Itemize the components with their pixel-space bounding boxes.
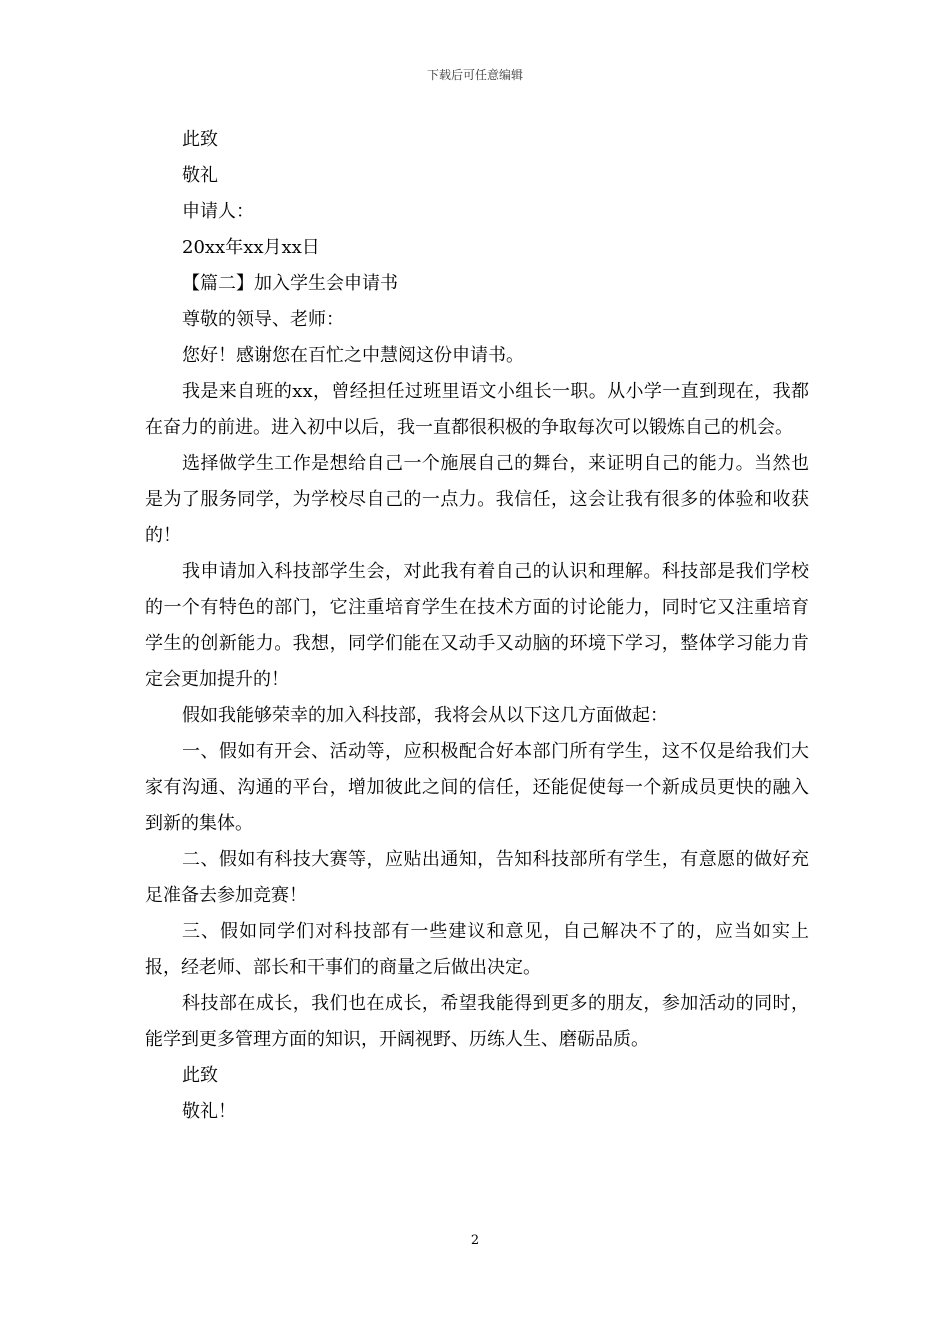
salutation: 尊敬的领导、老师： xyxy=(182,309,344,330)
closing-line-jingli: 敬礼 xyxy=(182,165,218,186)
page-number: 2 xyxy=(470,1233,480,1248)
applicant-label: 申请人： xyxy=(182,201,254,222)
paragraph-4: 假如我能够荣幸的加入科技部，我将会从以下这几方面做起： xyxy=(182,705,668,726)
date-line: 20xx年xx月xx日 xyxy=(182,237,320,258)
closing-line-cizhi: 此致 xyxy=(182,129,218,150)
page-header-note: 下载后可任意编辑 xyxy=(426,68,523,82)
paragraph-7: 三、假如同学们对科技部有一些建议和意见，自己解决不了的，应当如实上报，经老师、部长和干事们的商量之后做出决定。 xyxy=(145,921,809,978)
document-body xyxy=(145,122,809,1130)
paragraph-1: 我是来自班的xx，曾经担任过班里语文小组长一职。从小学一直到现在，我都在奋力的前进。进入初中以后，我一直都很积极的争取每次可以锻炼自己的机会。 xyxy=(145,381,809,438)
closing-line-cizhi-2: 此致 xyxy=(182,1065,218,1086)
greeting: 您好！感谢您在百忙之中慧阅这份申请书。 xyxy=(182,345,524,366)
paragraph-5: 一、假如有开会、活动等，应积极配合好本部门所有学生，这不仅是给我们大家有沟通、沟通的平台，增加彼此之间的信任，还能促使每一个新成员更快的融入到新的集体。 xyxy=(145,741,809,834)
paragraph-6: 二、假如有科技大赛等，应贴出通知，告知科技部所有学生，有意愿的做好充足准备去参加竞赛！ xyxy=(145,849,809,906)
paragraph-3: 我申请加入科技部学生会，对此我有着自己的认识和理解。科技部是我们学校的一个有特色的部门，它注重培育学生在技术方面的讨论能力，同时它又注重培育学生的创新能力。我想，同学们能在又动手又动脑的环境下学习，整体学习能力肯定会更加提升的！ xyxy=(145,561,809,690)
paragraph-2: 选择做学生工作是想给自己一个施展自己的舞台，来证明自己的能力。当然也是为了服务同学，为学校尽自己的一点力。我信任，这会让我有很多的体验和收获的！ xyxy=(145,453,809,546)
section-title: 【篇二】加入学生会申请书 xyxy=(182,273,398,294)
closing-line-jingli-2: 敬礼！ xyxy=(182,1101,236,1122)
paragraph-8: 科技部在成长，我们也在成长，希望我能得到更多的朋友，参加活动的同时，能学到更多管理方面的知识，开阔视野、历练人生、磨砺品质。 xyxy=(145,993,809,1050)
